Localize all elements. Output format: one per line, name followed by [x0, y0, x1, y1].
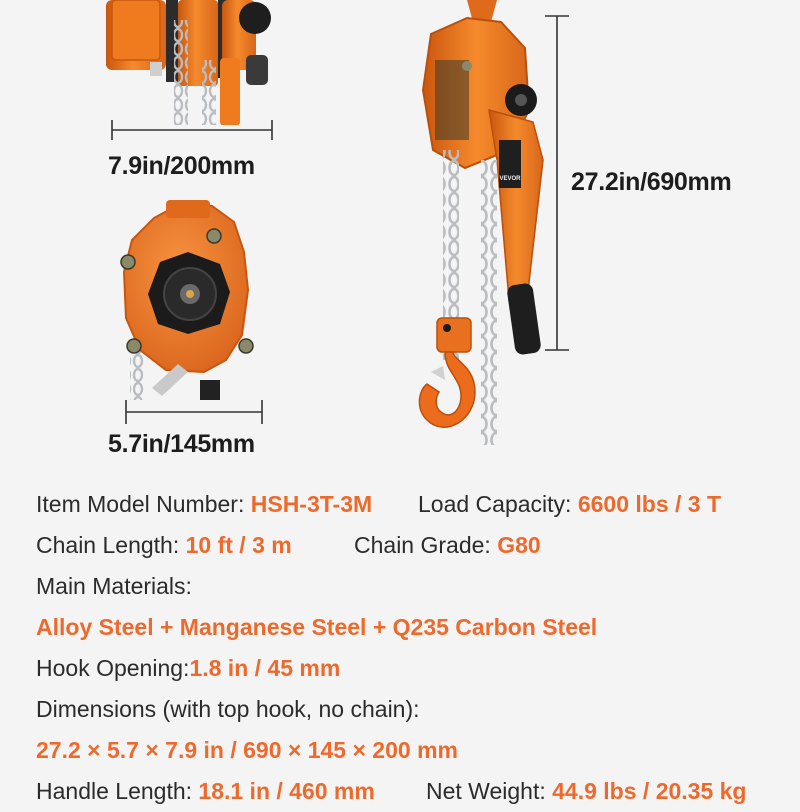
chain-length-key: Chain Length: — [36, 532, 180, 558]
weight-value: 44.9 lbs / 20.35 kg — [552, 778, 747, 804]
hoist-side-view — [100, 0, 280, 125]
spec-row-handle-weight — [36, 771, 796, 812]
specifications-list — [36, 484, 796, 812]
hook-key: Hook Opening: — [36, 655, 190, 681]
depth-label: 5.7in/145mm — [108, 430, 255, 458]
chain-grade-value: G80 — [497, 532, 541, 558]
width-dimension-line — [108, 118, 276, 142]
chain-length-value: 10 ft / 3 m — [185, 532, 292, 558]
handle-value: 18.1 in / 460 mm — [198, 778, 375, 804]
brand-plate: VEVOR — [499, 176, 521, 182]
hook-value: 1.8 in / 45 mm — [189, 655, 341, 681]
spec-row-dims-key — [36, 689, 796, 730]
spec-row-materials-value — [36, 607, 796, 648]
height-dimension-line — [540, 12, 574, 354]
model-key: Item Model Number: — [36, 491, 245, 517]
handle-key: Handle Length: — [36, 778, 193, 804]
spec-row-dims-value — [36, 730, 796, 771]
load-value: 6600 lbs / 3 T — [577, 491, 722, 517]
depth-dimension-line — [122, 398, 266, 428]
dims-key: Dimensions (with top hook, no chain): — [36, 696, 420, 722]
spec-row-model-load — [36, 484, 796, 525]
dims-value: 27.2 × 5.7 × 7.9 in / 690 × 145 × 200 mm — [36, 737, 458, 763]
materials-value: Alloy Steel + Manganese Steel + Q235 Carbon Steel — [36, 614, 598, 640]
materials-key: Main Materials: — [36, 573, 192, 599]
model-value: HSH-3T-3M — [250, 491, 373, 517]
width-label: 7.9in/200mm — [108, 152, 255, 180]
weight-key: Net Weight: — [426, 778, 546, 804]
load-key: Load Capacity: — [418, 491, 572, 517]
spec-row-hook — [36, 648, 796, 689]
height-label: 27.2in/690mm — [571, 168, 732, 196]
spec-row-chain — [36, 525, 796, 566]
chain-grade-key: Chain Grade: — [354, 532, 491, 558]
spec-row-materials-key — [36, 566, 796, 607]
hoist-front-view — [108, 200, 268, 400]
